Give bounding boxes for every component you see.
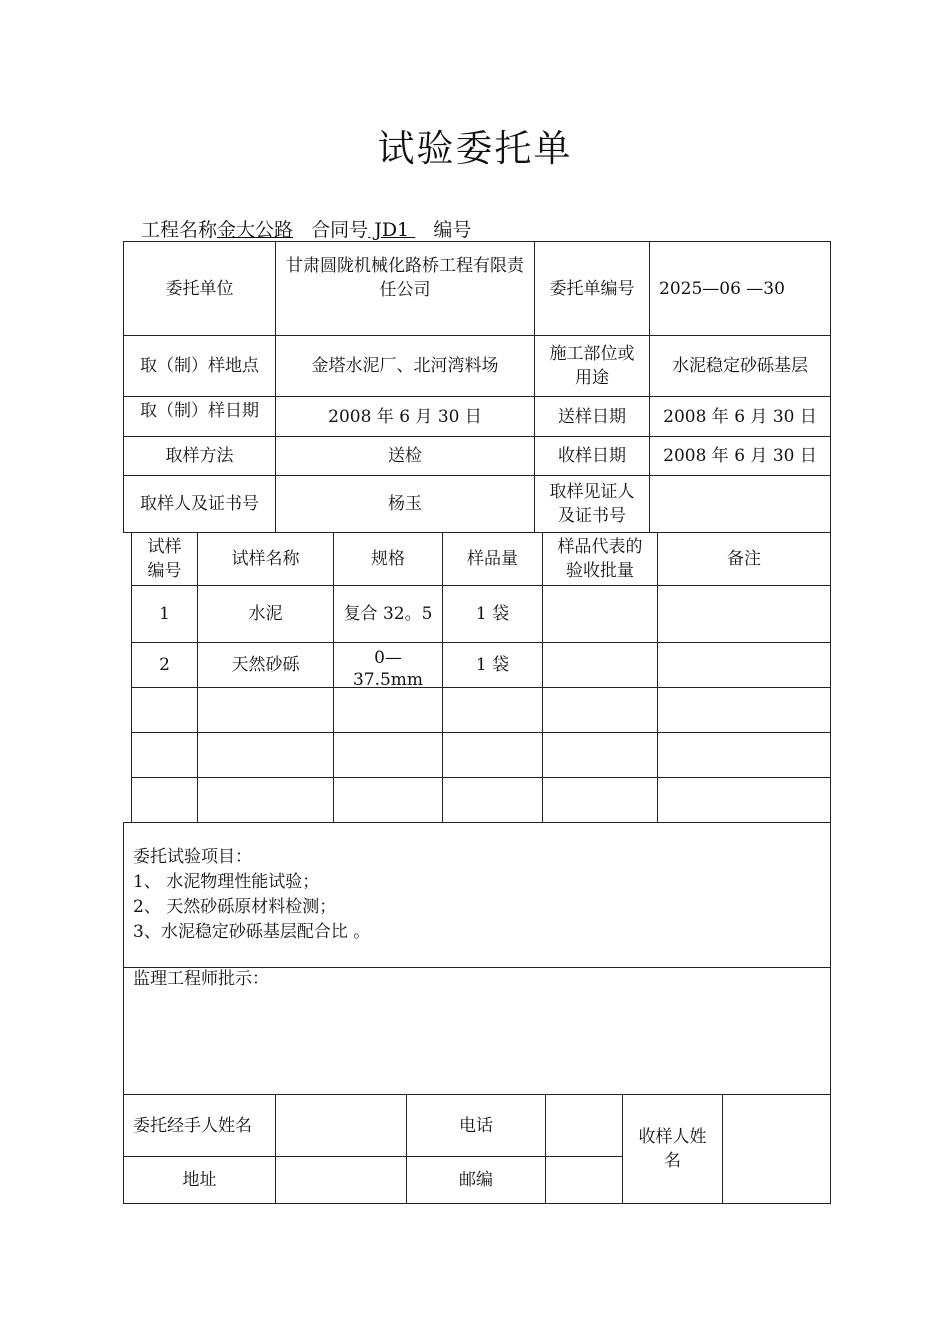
table-row-4-name <box>197 732 334 778</box>
phone-value <box>545 1094 623 1157</box>
table-row-2-no: 2 <box>131 642 198 688</box>
send-date-value: 2008 年 6 月 30 日 <box>649 396 831 437</box>
table-row-2-quantity: 1 袋 <box>442 642 543 688</box>
col-header-remarks: 备注 <box>657 532 831 586</box>
table-row-4-remarks <box>657 732 831 778</box>
table-row-5-no <box>131 777 198 823</box>
usage-label: 施工部位或用途 <box>534 335 650 397</box>
table-row-2-remarks <box>657 642 831 688</box>
receive-date-value: 2008 年 6 月 30 日 <box>649 436 831 476</box>
sampler-label: 取样人及证书号 <box>123 475 276 533</box>
table-row-3-spec <box>333 687 443 733</box>
zip-label: 邮编 <box>406 1156 546 1204</box>
table-row-5-quantity <box>442 777 543 823</box>
table-row-1-remarks <box>657 585 831 643</box>
test-item-3: 3、水泥稳定砂砾基层配合比 。 <box>133 922 371 942</box>
table-row-5-spec <box>333 777 443 823</box>
page-title: 试验委托单 <box>377 127 573 170</box>
table-row-3-name <box>197 687 334 733</box>
address-label: 地址 <box>123 1156 276 1204</box>
test-items <box>133 845 370 945</box>
table-row-2-spec: 0—37.5mm <box>333 642 443 688</box>
sample-place-value: 金塔水泥厂、北河湾料场 <box>275 335 535 397</box>
number-label: 编号 <box>433 219 472 241</box>
table-row-1-spec: 复合 32。5 <box>333 585 443 643</box>
send-date-label: 送样日期 <box>534 396 650 437</box>
sampler-value: 杨玉 <box>275 475 535 533</box>
test-item-2: 2、 天然砂砾原材料检测； <box>133 897 337 917</box>
sample-date-value: 2008 年 6 月 30 日 <box>275 396 535 437</box>
receive-date-label: 收样日期 <box>534 436 650 476</box>
test-items-label: 委托试验项目： <box>133 847 252 867</box>
table-row-3-batch <box>542 687 658 733</box>
col-header-batch: 样品代表的验收批量 <box>542 532 658 586</box>
zip-value <box>545 1156 623 1204</box>
client-value: 甘肃圆陇机械化路桥工程有限责任公司 <box>275 241 535 336</box>
table-row-5-remarks <box>657 777 831 823</box>
table-row-4-no <box>131 732 198 778</box>
table-row-5-name <box>197 777 334 823</box>
project-line <box>141 215 471 242</box>
table-row-4-quantity <box>442 732 543 778</box>
col-header-sample-name: 试样名称 <box>197 532 334 586</box>
col-header-quantity: 样品量 <box>442 532 543 586</box>
table-row-1-name: 水泥 <box>197 585 334 643</box>
table-row-5-batch <box>542 777 658 823</box>
project-name-label: 工程名称 <box>141 219 218 241</box>
col-header-spec: 规格 <box>333 532 443 586</box>
table-row-1-batch <box>542 585 658 643</box>
table-row-2-batch <box>542 642 658 688</box>
phone-label: 电话 <box>406 1094 546 1157</box>
method-label: 取样方法 <box>123 436 276 476</box>
client-label: 委托单位 <box>123 241 276 336</box>
project-name-value: 金大公路 <box>217 219 294 241</box>
witness-value <box>649 475 831 533</box>
method-value: 送检 <box>275 436 535 476</box>
table-row-3-quantity <box>442 687 543 733</box>
table-row-4-spec <box>333 732 443 778</box>
table-row-3-no <box>131 687 198 733</box>
handler-value <box>275 1094 407 1157</box>
address-value <box>275 1156 407 1204</box>
receiver-value <box>722 1094 831 1204</box>
supervisor-label: 监理工程师批示： <box>133 969 269 989</box>
order-no-value: 2025—06 —30 <box>649 241 831 336</box>
table-row-3-remarks <box>657 687 831 733</box>
table-row-4-batch <box>542 732 658 778</box>
order-no-label: 委托单编号 <box>534 241 650 336</box>
sample-date-label: 取（制）样日期 <box>123 396 276 437</box>
usage-value: 水泥稳定砂砾基层 <box>649 335 831 397</box>
table-row-2-name: 天然砂砾 <box>197 642 334 688</box>
sample-place-label: 取（制）样地点 <box>123 335 276 397</box>
contract-label: 合同号 <box>311 219 369 241</box>
witness-label: 取样见证人及证书号 <box>534 475 650 533</box>
col-header-sample-no: 试样编号 <box>131 532 198 586</box>
table-row-1-quantity: 1 袋 <box>442 585 543 643</box>
receiver-label: 收样人姓名 <box>622 1094 723 1204</box>
table-row-1-no: 1 <box>131 585 198 643</box>
contract-value: JD1 <box>368 219 416 241</box>
handler-label: 委托经手人姓名 <box>123 1094 276 1157</box>
test-item-1: 1、 水泥物理性能试验； <box>133 872 320 892</box>
